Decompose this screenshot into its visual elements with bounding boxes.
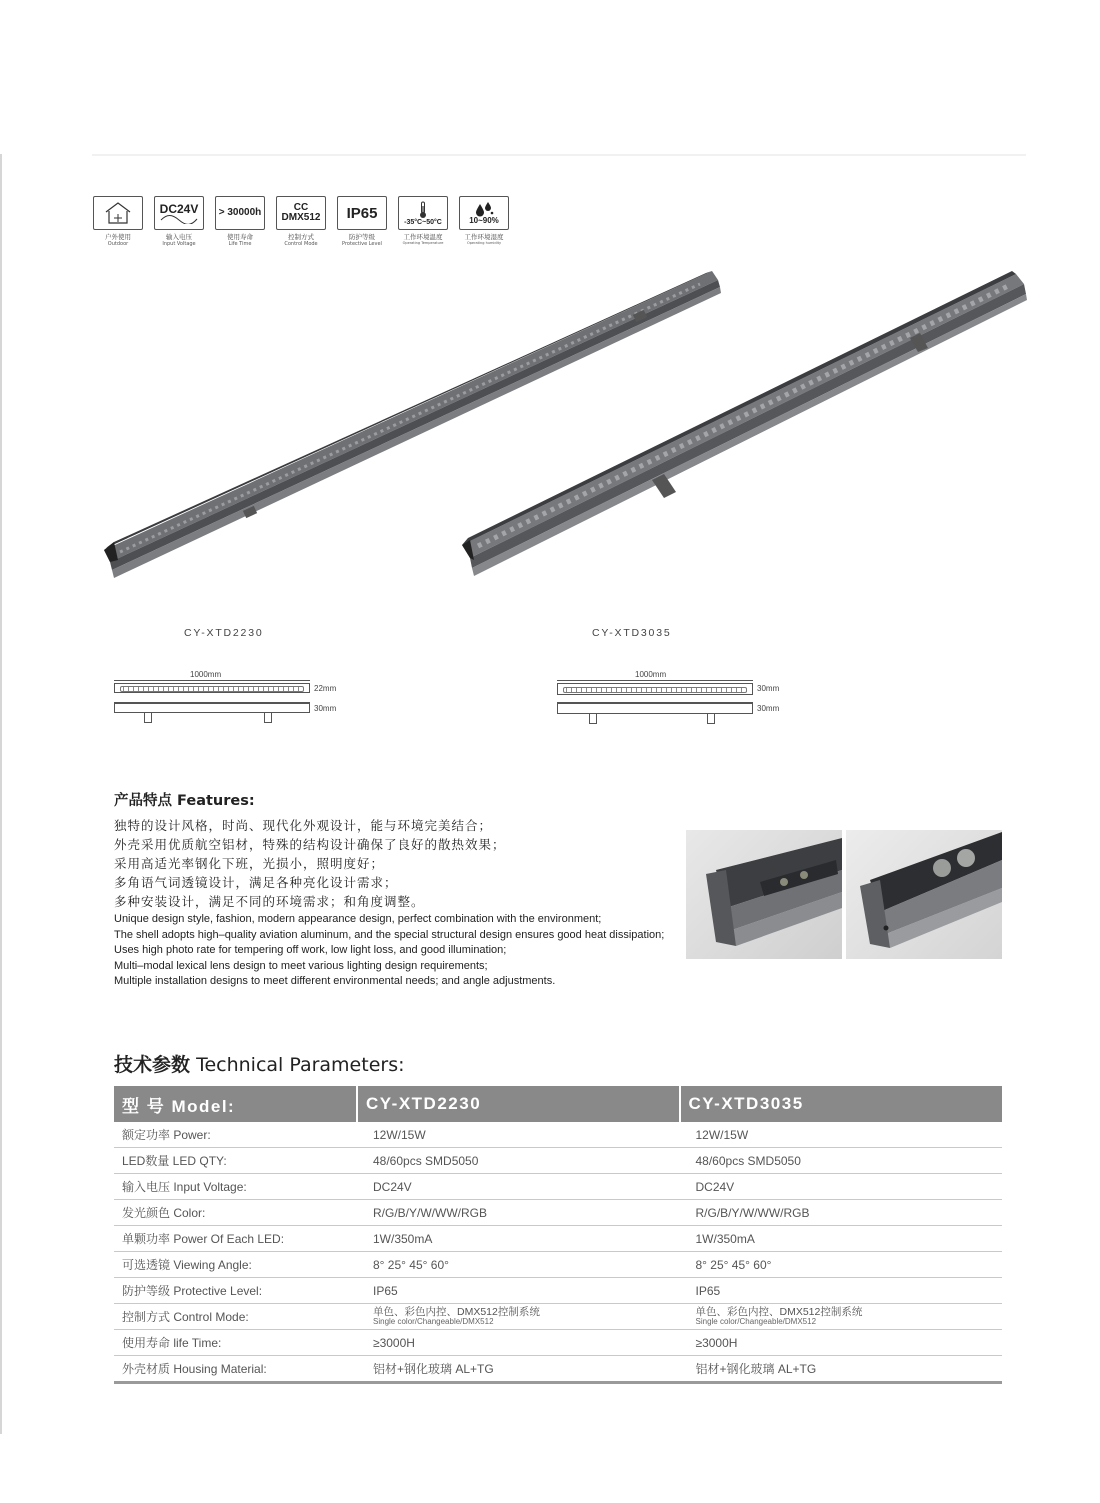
feature-cn-item: 多种安装设计，满足不同的环境需求；和角度调整。 [114, 894, 425, 909]
row-label: 发光颜色 Color: [114, 1200, 357, 1226]
table-row [114, 1174, 1002, 1200]
humidity-cn: 工作环境湿度 [464, 233, 504, 241]
life-time-cn: 使用寿命 [227, 233, 253, 241]
ip-rating-value: IP65 [346, 204, 378, 222]
row-value-a: 48/60pcs SMD5050 [357, 1148, 680, 1174]
top-view-2 [557, 683, 753, 695]
row-label: 控制方式 Control Mode: [114, 1304, 357, 1330]
spec-table [114, 1086, 1002, 1384]
row-value-b [680, 1304, 1003, 1330]
feature-en-item: Uses high photo rate for tempering off work, low light loss, and good illumination; [114, 944, 507, 956]
humidity-en: Operating humidity [466, 240, 502, 245]
control-mode-en-b: Single color/Changeable/DMX512 [695, 1317, 817, 1327]
outdoor-en: Outdoor [107, 240, 129, 247]
table-row [114, 1226, 1002, 1252]
control-mode-cn-b: 单色、彩色内控、DMX512控制系统 [695, 1305, 863, 1318]
row-value-b: 8° 25° 45° 60° [680, 1252, 1003, 1278]
table-row [114, 1148, 1002, 1174]
row-label: 输入电压 Input Voltage: [114, 1174, 357, 1200]
operating-humidity-spec [458, 196, 510, 247]
row-value-b: 48/60pcs SMD5050 [680, 1148, 1003, 1174]
header-model-b: CY-XTD3035 [680, 1086, 1003, 1122]
spec-icon-strip [92, 196, 510, 247]
height-dim-2b: 30mm [757, 704, 780, 713]
outdoor-cn: 户外使用 [105, 233, 131, 241]
table-row [114, 1304, 1002, 1330]
height-dim-1b: 30mm [314, 704, 337, 713]
operating-temperature-spec [397, 196, 449, 247]
feature-en-item: Multiple installation designs to meet different environmental needs; and angle adjustments. [114, 975, 556, 987]
row-label: 使用寿命 life Time: [114, 1330, 357, 1356]
control-mode-value: CC [293, 201, 309, 213]
life-time-en: Life Time [228, 240, 252, 247]
row-value-a: IP65 [357, 1278, 680, 1304]
temperature-cn: 工作环境温度 [403, 233, 443, 241]
humidity-range: 10~90% [469, 216, 499, 225]
height-dim-2a: 30mm [757, 684, 780, 693]
height-dim-1a: 22mm [314, 684, 337, 693]
wave-icon [154, 196, 204, 230]
table-row [114, 1122, 1002, 1148]
feature-cn-item: 外壳采用优质航空铝材，特殊的结构设计确保了良好的散热效果； [114, 837, 506, 852]
row-value-b: 12W/15W [680, 1122, 1003, 1148]
length-dim-1: 1000mm [190, 670, 222, 679]
row-value-a [357, 1304, 680, 1330]
row-value-b: 1W/350mA [680, 1226, 1003, 1252]
dimension-drawing-2 [557, 670, 817, 730]
model-caption-1: CY-XTD2230 [184, 627, 264, 639]
input-voltage-spec [153, 196, 205, 247]
length-dim-2: 1000mm [635, 670, 667, 679]
feature-en-item: Unique design style, fashion, modern appearance design, perfect combination with the environment; [114, 913, 602, 925]
control-mode-cn: 控制方式 [288, 233, 314, 241]
feature-cn-item: 独特的设计风格，时尚、现代化外观设计，能与环境完美结合； [114, 818, 493, 833]
detail-photo-2 [846, 830, 1002, 959]
table-row [114, 1200, 1002, 1226]
row-value-b: DC24V [680, 1174, 1003, 1200]
row-label: 外壳材质 Housing Material: [114, 1356, 357, 1383]
protective-en: Protective Level [342, 240, 382, 247]
features-title: 产品特点 Features: [114, 793, 255, 809]
feature-cn-item: 采用高适光率钢化下班，光损小，照明度好； [114, 856, 385, 871]
row-value-b: R/G/B/Y/W/WW/RGB [680, 1200, 1003, 1226]
header-model: 型 号 Model: [114, 1086, 357, 1122]
row-value-a: ≥3000H [357, 1330, 680, 1356]
side-view-2 [557, 702, 753, 714]
row-label: 可选透镜 Viewing Angle: [114, 1252, 357, 1278]
product-bar-cy-xtd2230 [104, 271, 721, 578]
product-images [0, 260, 1100, 600]
model-caption-2: CY-XTD3035 [592, 627, 672, 639]
features-en-list [114, 912, 674, 990]
thermometer-icon [398, 196, 448, 230]
spec-table-header [114, 1086, 1002, 1122]
voltage-en: Input Voltage [162, 240, 196, 247]
feature-en-item: The shell adopts high–quality aviation aluminum, and the special structural design ensures good heat dissipation; [114, 928, 665, 941]
row-label: 额定功率 Power: [114, 1122, 357, 1148]
row-label: LED数量 LED QTY: [114, 1148, 357, 1174]
row-value-a: DC24V [357, 1174, 680, 1200]
house-icon [93, 196, 143, 230]
control-mode-value-2: DMX512 [281, 212, 321, 223]
temperature-range: -35°C~50°C [404, 218, 442, 226]
dimension-drawing-1 [114, 670, 374, 730]
life-time-value: > 30000h [218, 206, 262, 218]
features-cn-list [114, 816, 506, 911]
row-value-b: ≥3000H [680, 1330, 1003, 1356]
row-value-b: 铝材+钢化玻璃 AL+TG [680, 1356, 1003, 1383]
top-rule [92, 154, 1026, 156]
top-view-1 [114, 683, 310, 693]
control-mode-en-a: Single color/Changeable/DMX512 [373, 1317, 494, 1327]
control-mode-cn-a: 单色、彩色内控、DMX512控制系统 [373, 1305, 540, 1318]
table-row [114, 1252, 1002, 1278]
row-value-a: 铝材+钢化玻璃 AL+TG [357, 1356, 680, 1383]
control-mode-en: Control Mode [284, 240, 318, 247]
row-value-a: R/G/B/Y/W/WW/RGB [357, 1200, 680, 1226]
row-label: 防护等级 Protective Level: [114, 1278, 357, 1304]
technical-parameters-title [114, 1050, 405, 1077]
voltage-cn: 输入电压 [166, 233, 192, 241]
droplet-icon [459, 196, 509, 230]
row-value-a: 8° 25° 45° 60° [357, 1252, 680, 1278]
control-mode-spec [275, 196, 327, 247]
table-row [114, 1278, 1002, 1304]
temperature-en: Operating Temperature [402, 240, 444, 245]
table-row [114, 1356, 1002, 1383]
row-value-a: 1W/350mA [357, 1226, 680, 1252]
voltage-value: DC24V [159, 201, 199, 216]
life-time-spec [214, 196, 266, 247]
detail-photo-1 [686, 830, 842, 959]
feature-en-item: Multi–modal lexical lens design to meet various lighting design requirements; [114, 959, 488, 972]
feature-cn-item: 多角语气词透镜设计，满足各种亮化设计需求； [114, 875, 398, 890]
tech-title-cn: 技术参数 [114, 1054, 191, 1076]
side-view-1 [114, 702, 310, 713]
protective-level-spec [336, 196, 388, 247]
row-label: 单颗功率 Power Of Each LED: [114, 1226, 357, 1252]
product-bar-cy-xtd3035 [462, 271, 1027, 576]
row-value-b: IP65 [680, 1278, 1003, 1304]
header-model-a: CY-XTD2230 [357, 1086, 680, 1122]
tech-title-en: Technical Parameters: [196, 1054, 405, 1076]
protective-cn: 防护等级 [349, 233, 375, 241]
row-value-a: 12W/15W [357, 1122, 680, 1148]
outdoor-spec [92, 196, 144, 247]
table-row [114, 1330, 1002, 1356]
